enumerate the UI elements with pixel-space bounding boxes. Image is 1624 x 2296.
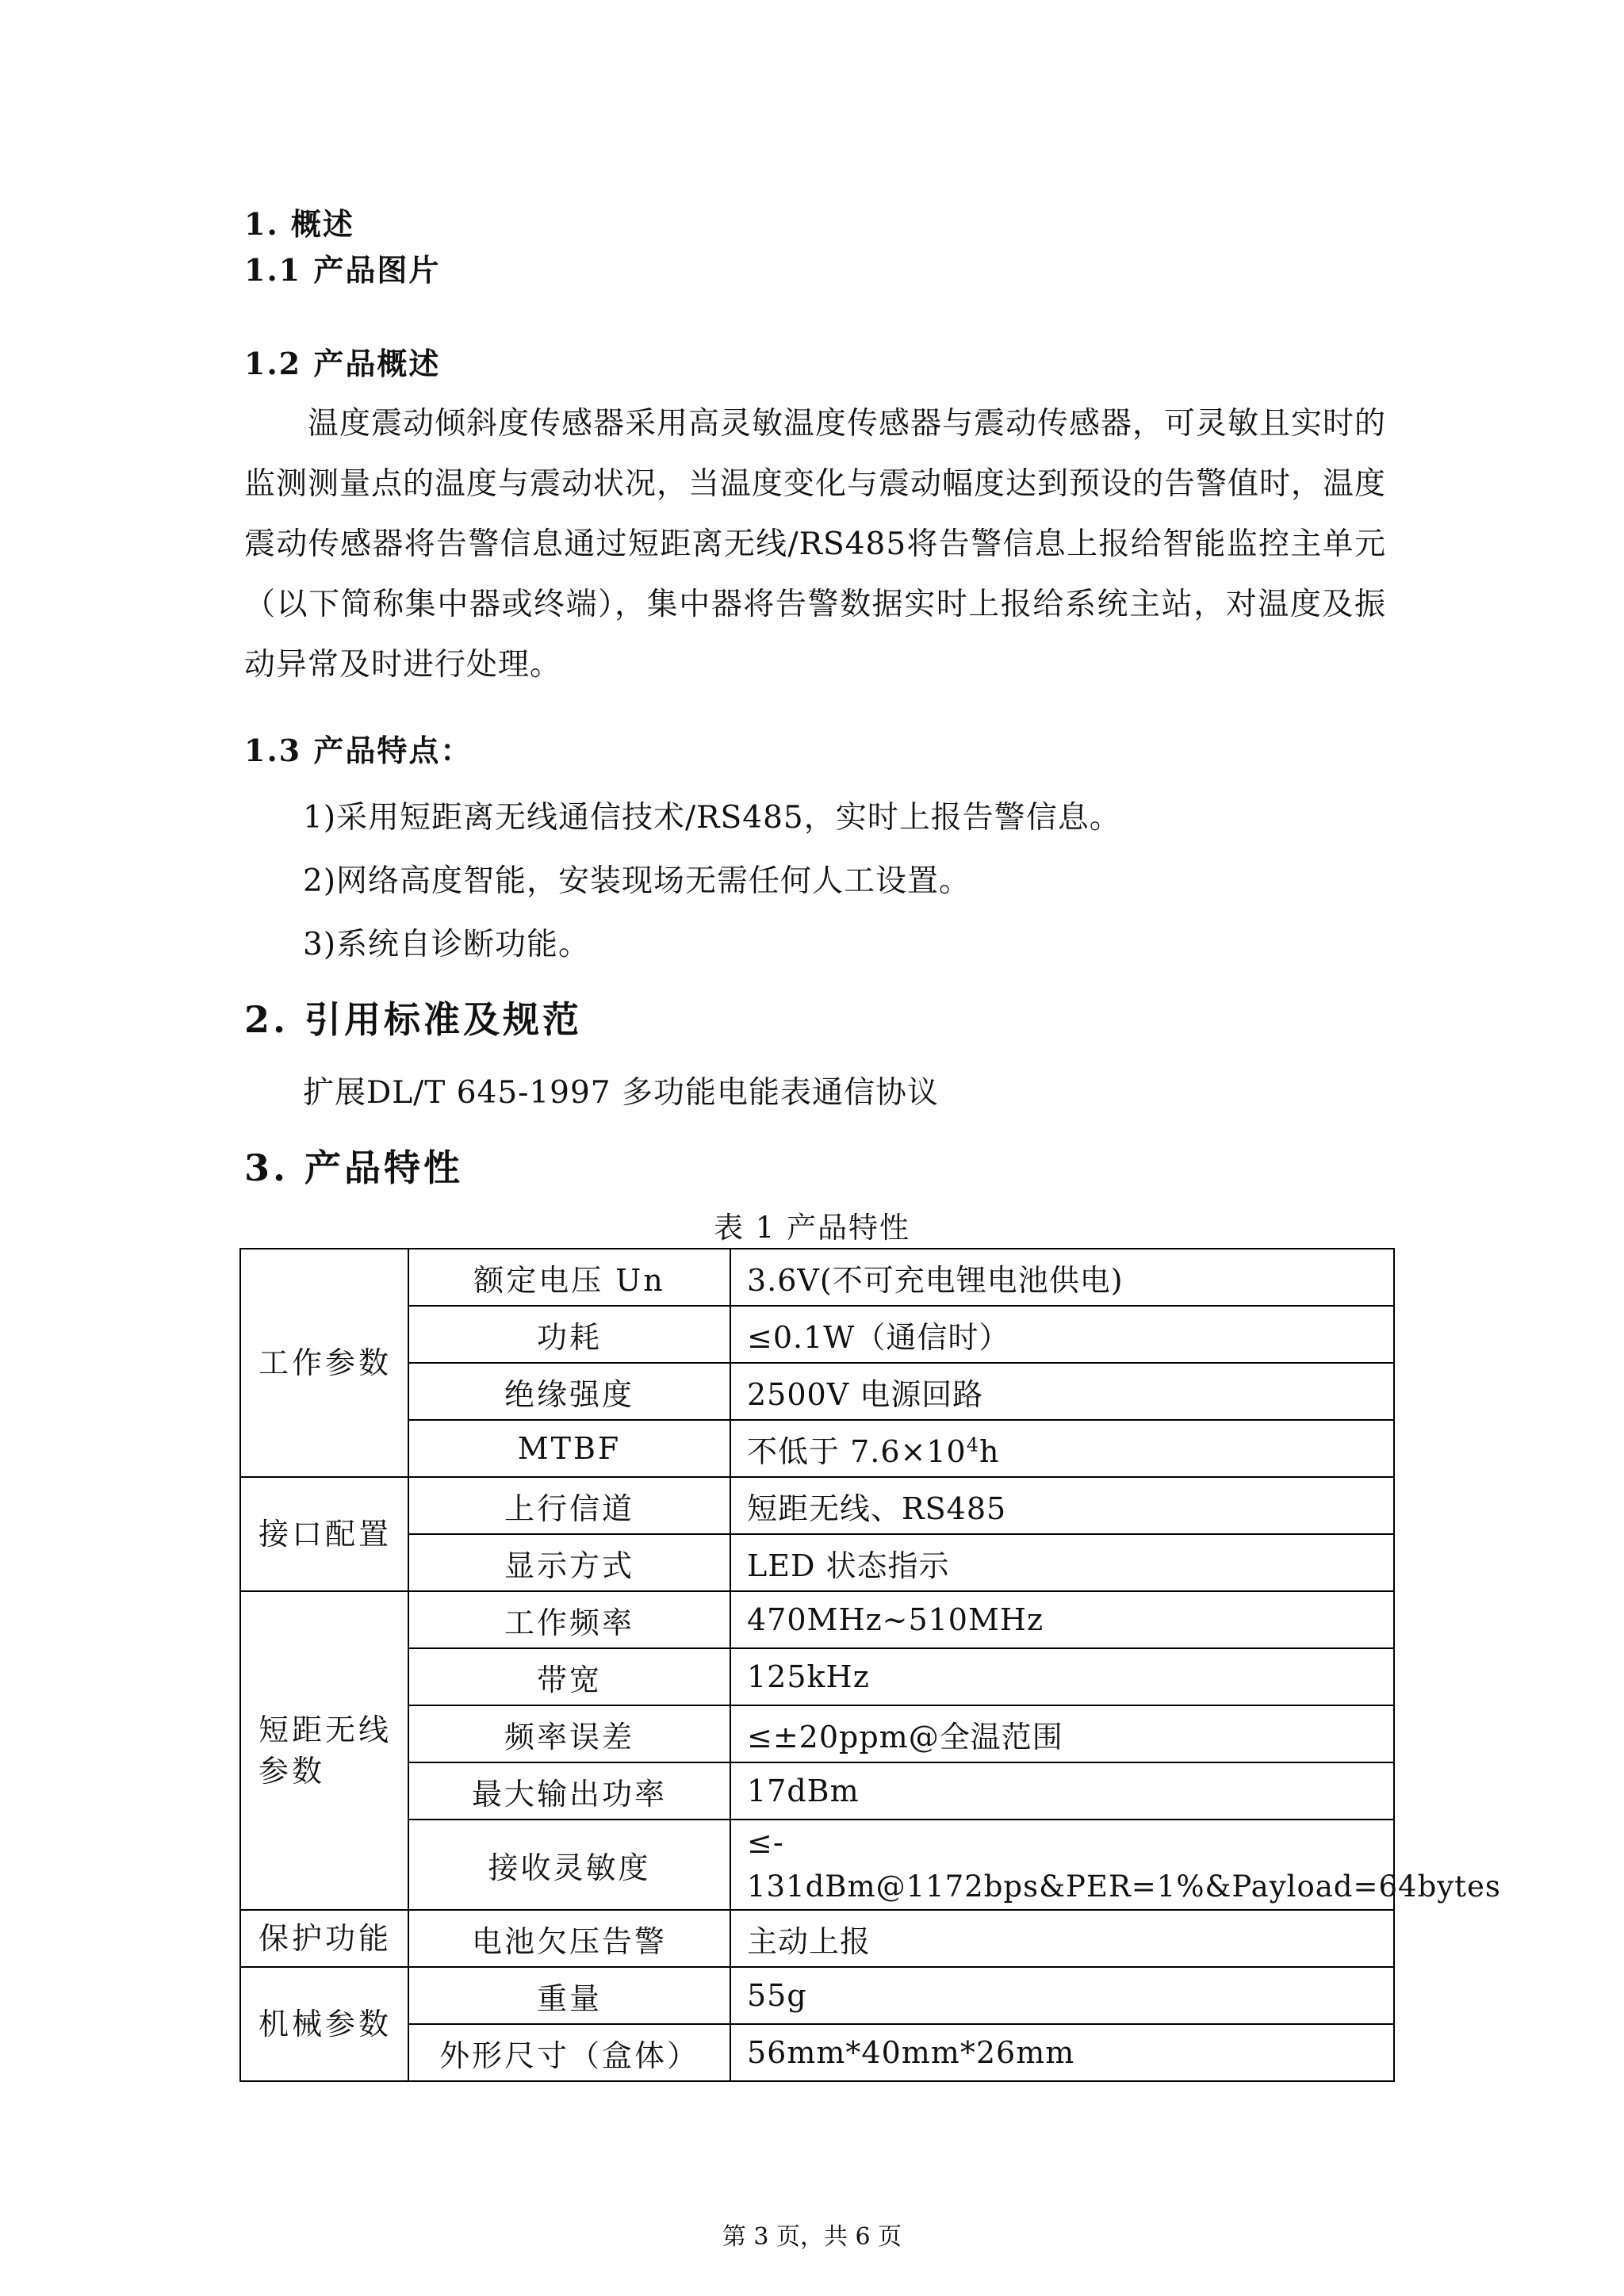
table-row	[240, 2024, 1394, 2081]
table-row	[240, 1648, 1394, 1705]
table-row	[240, 1363, 1394, 1420]
table-row	[240, 1820, 1394, 1910]
heading-product-characteristics: 3. 产品特性	[244, 1146, 464, 1189]
param-value: 125kHz	[730, 1648, 1394, 1705]
param-value: 3.6V(不可充电锂电池供电)	[730, 1249, 1394, 1306]
param-name: 显示方式	[408, 1534, 730, 1591]
mtbf-unit: h	[979, 1433, 1000, 1469]
param-name: 额定电压 Un	[408, 1249, 730, 1306]
param-name: 接收灵敏度	[408, 1820, 730, 1910]
mtbf-value: 不低于 7.6×10	[747, 1433, 967, 1469]
table-row	[240, 1967, 1394, 2024]
spec-table	[239, 1248, 1501, 2082]
heading-product-image: 1.1 产品图片	[244, 252, 441, 288]
sensitivity-line-1: ≤-	[747, 1825, 784, 1860]
table-row	[240, 1591, 1394, 1648]
param-value: ≤0.1W（通信时）	[730, 1306, 1394, 1363]
group-work-params: 工作参数	[240, 1249, 408, 1477]
heading-standards: 2. 引用标准及规范	[244, 998, 583, 1041]
heading-product-features: 1.3 产品特点：	[244, 733, 473, 768]
param-name: 上行信道	[408, 1477, 730, 1534]
feature-item-3: 3)系统自诊断功能。	[303, 927, 591, 962]
sensitivity-line-2: 131dBm@1172bps&PER=1%&Payload=64bytes	[747, 1869, 1501, 1904]
table-row	[240, 1910, 1394, 1967]
param-value: 主动上报	[730, 1910, 1394, 1967]
table-row	[240, 1306, 1394, 1363]
param-value	[730, 1420, 1394, 1477]
table-row	[240, 1477, 1394, 1534]
param-name: 重量	[408, 1967, 730, 2024]
group-interface: 接口配置	[240, 1477, 408, 1591]
group-protection: 保护功能	[240, 1910, 408, 1967]
table-row	[240, 1705, 1394, 1762]
param-name: 功耗	[408, 1306, 730, 1363]
table-row	[240, 1420, 1394, 1477]
standard-text: 扩展DL/T 645-1997 多功能电能表通信协议	[303, 1075, 939, 1111]
param-value: ≤±20ppm@全温范围	[730, 1705, 1394, 1762]
group-mechanical: 机械参数	[240, 1967, 408, 2081]
table-row	[240, 1249, 1394, 1306]
param-name: MTBF	[408, 1420, 730, 1477]
param-value: 55g	[730, 1967, 1394, 2024]
param-name: 工作频率	[408, 1591, 730, 1648]
param-value	[730, 1820, 1501, 1910]
param-value: 56mm*40mm*26mm	[730, 2024, 1394, 2081]
heading-product-overview: 1.2 产品概述	[244, 346, 441, 381]
param-name: 外形尺寸（盒体）	[408, 2024, 730, 2081]
heading-overview: 1. 概述	[244, 206, 354, 242]
param-value: LED 状态指示	[730, 1534, 1394, 1591]
param-value: 470MHz~510MHz	[730, 1591, 1394, 1648]
mtbf-exponent: 4	[966, 1433, 979, 1456]
param-name: 最大输出功率	[408, 1762, 730, 1820]
table-row	[240, 1762, 1394, 1820]
feature-item-1: 1)采用短距离无线通信技术/RS485，实时上报告警信息。	[303, 800, 1121, 836]
overview-paragraph	[244, 394, 1386, 695]
param-value: 短距无线、RS485	[730, 1477, 1394, 1534]
group-wireless-label: 短距无线参数	[259, 1712, 393, 1789]
param-name: 带宽	[408, 1648, 730, 1705]
param-value: 2500V 电源回路	[730, 1363, 1394, 1420]
param-name: 电池欠压告警	[408, 1910, 730, 1967]
param-name: 频率误差	[408, 1705, 730, 1762]
param-name: 绝缘强度	[408, 1363, 730, 1420]
table-caption: 表 1 产品特性	[713, 1211, 911, 1245]
table-row	[240, 1534, 1394, 1591]
param-value: 17dBm	[730, 1762, 1394, 1820]
overview-text: 温度震动倾斜度传感器采用高灵敏温度传感器与震动传感器，可灵敏且实时的监测测量点的温度与震动状况，当温度变化与震动幅度达到预设的告警值时，温度震动传感器将告警信息通过短距离无线/RS485将告警信息上报给智能监控主单元（以下简称集中器或终端），集中器将告警数据实时上报给系统主站，对温度及振动异常及时进行处理。	[244, 406, 1387, 683]
page-footer: 第 3 页，共 6 页	[722, 2223, 902, 2251]
feature-item-2: 2)网络高度智能，安装现场无需任何人工设置。	[303, 863, 971, 899]
group-wireless	[240, 1591, 408, 1910]
